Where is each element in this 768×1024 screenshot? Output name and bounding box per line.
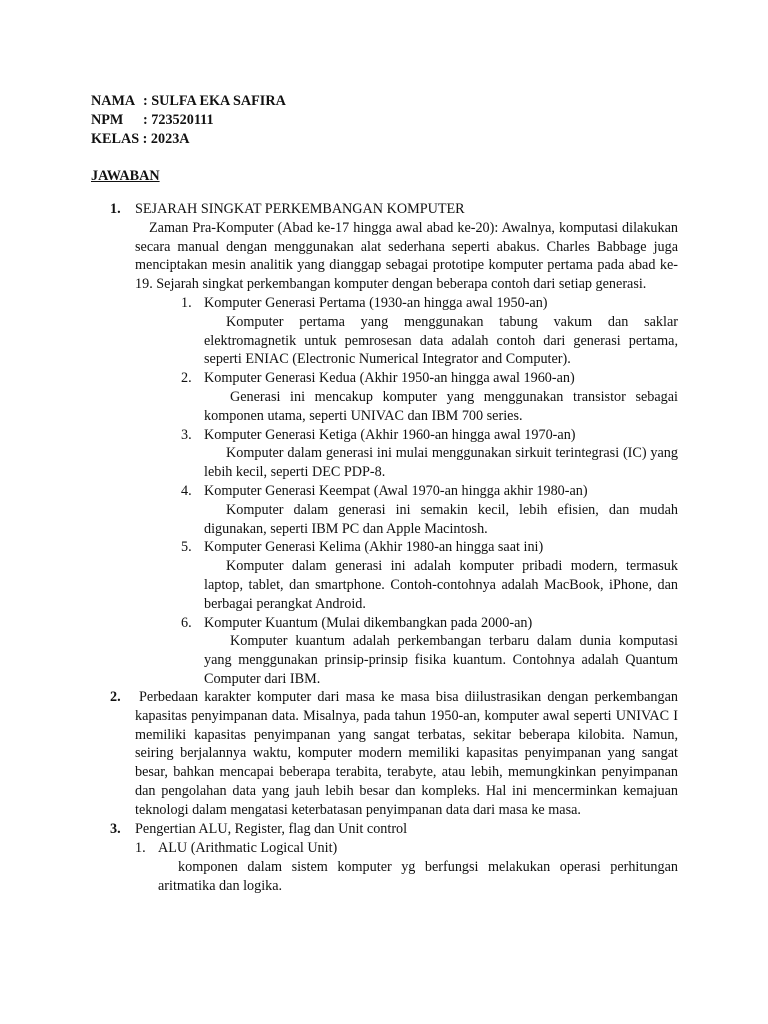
section-3-number: 3. bbox=[110, 821, 121, 837]
generation-title: Komputer Generasi Ketiga (Akhir 1960-an hingga awal 1970-an) bbox=[204, 426, 576, 443]
generation-title: Komputer Generasi Kedua (Akhir 1950-an hingga awal 1960-an) bbox=[204, 370, 575, 387]
answer-heading: JAWABAN bbox=[91, 168, 160, 184]
section-2-body: Perbedaan karakter komputer dari masa ke masa bisa diilustrasikan dengan perkembangan kapasitas penyimpanan data. Misalnya, pada tahun 1950-an, komputer awal seperti UNIVAC I memiliki kapasitas penyimpanan yang sangat terbatas, sekitar beberapa kilobita. Namun, seiring berjalannya waktu, komputer modern memiliki kapasitas penyimpanan yang sangat besar, bahkan mencapai beberapa terabita, terabyte, atau lebih, memungkinkan penyimpanan dan pengolahan data yang jauh lebih besar dan kompleks. Hal ini mencerminkan kemajuan teknologi dalam mengatasi keterbatasan penyimpanan data dari masa ke masa. bbox=[135, 689, 678, 818]
generation-item: 5. Komputer Generasi Kelima (Akhir 1980-an hingga saat ini) Komputer dalam generasi ini adalah komputer pribadi modern, termasuk laptop, tablet, dan smartphone. Contoh-contohnya adalah MacBook, iPhone, dan berbagai perangkat Android. bbox=[181, 539, 678, 612]
generation-title: Komputer Generasi Keempat (Awal 1970-an hingga akhir 1980-an) bbox=[204, 482, 588, 499]
generation-item: 6. Komputer Kuantum (Mulai dikembangkan pada 2000-an) Komputer kuantum adalah perkembangan terbaru dalam dunia komputasi yang menggunakan prinsip-prinsip fisika kuantum. Contohnya adalah Quantum Computer dari IBM. bbox=[181, 614, 678, 687]
generation-list bbox=[181, 294, 678, 689]
generation-item: 3. Komputer Generasi Ketiga (Akhir 1960-an hingga awal 1970-an) Komputer dalam generasi ini mulai menggunakan sirkuit terintegrasi (IC) yang lebih kecil, seperti DEC PDP-8. bbox=[181, 426, 678, 481]
section-1-title: SEJARAH SINGKAT PERKEMBANGAN KOMPUTER bbox=[135, 201, 465, 217]
generation-title: Komputer Generasi Kelima (Akhir 1980-an hingga saat ini) bbox=[204, 539, 544, 556]
generation-desc: Komputer dalam generasi ini mulai menggunakan sirkuit terintegrasi (IC) yang lebih kecil, seperti DEC PDP-8. bbox=[204, 445, 678, 481]
generation-title: Komputer Generasi Pertama (1930-an hingga awal 1950-an) bbox=[204, 295, 548, 311]
alu-item: 1. ALU (Arithmatic Logical Unit) komponen dalam sistem komputer yg berfungsi melakukan operasi perhitungan aritmatika dan logika. bbox=[135, 840, 678, 894]
alu-desc: komponen dalam sistem komputer yg berfungsi melakukan operasi perhitungan aritmatika dan logika. bbox=[158, 858, 678, 894]
alu-title: ALU (Arithmatic Logical Unit) bbox=[158, 840, 338, 856]
generation-title: Komputer Kuantum (Mulai dikembangkan pada 2000-an) bbox=[204, 614, 533, 631]
generation-desc: Komputer dalam generasi ini semakin kecil, lebih efisien, dan mudah digunakan, seperti IBM PC dan Apple Macintosh. bbox=[204, 501, 678, 537]
generation-item: 2. Komputer Generasi Kedua (Akhir 1950-an hingga awal 1960-an) Generasi ini mencakup komputer yang menggunakan transistor sebagai komponen utama, seperti UNIVAC dan IBM 700 series. bbox=[181, 370, 678, 424]
generation-desc: Generasi ini mencakup komputer yang menggunakan transistor sebagai komponen utama, seperti UNIVAC dan IBM 700 series. bbox=[204, 388, 678, 424]
npm-line: NPM : 723520111 bbox=[91, 112, 214, 128]
section-2-number: 2. bbox=[110, 689, 121, 705]
generation-desc: Komputer pertama yang menggunakan tabung vakum dan saklar elektromagnetik untuk pemrosesan data adalah contoh dari generasi pertama, seperti ENIAC (Electronic Numerical Integrator and Computer). bbox=[204, 313, 678, 368]
generation-desc: Komputer kuantum adalah perkembangan terbaru dalam dunia komputasi yang menggunakan prinsip-prinsip fisika kuantum. Contohnya adalah Quantum Computer dari IBM. bbox=[204, 633, 678, 687]
section-1-intro: Zaman Pra-Komputer (Abad ke-17 hingga awal abad ke-20): Awalnya, komputasi dilakukan secara manual dengan menggunakan alat sederhana seperti abakus. Charles Babbage juga menciptakan mesin analitik yang dianggap sebagai prototipe komputer pertama pada abad ke-19. Sejarah singkat perkembangan komputer dengan beberapa contoh dari setiap generasi. bbox=[135, 219, 678, 293]
generation-desc: Komputer dalam generasi ini adalah komputer pribadi modern, termasuk laptop, tablet, dan smartphone. Contoh-contohnya adalah MacBook, iPhone, dan berbagai perangkat Android. bbox=[204, 558, 678, 612]
section-1 bbox=[110, 200, 678, 294]
section-1-number: 1. bbox=[110, 201, 121, 217]
section-2 bbox=[110, 688, 678, 820]
kelas-line: KELAS : 2023A bbox=[91, 131, 190, 147]
name-line: NAMA : SULFA EKA SAFIRA bbox=[91, 93, 286, 109]
generation-item: 4. Komputer Generasi Keempat (Awal 1970-an hingga akhir 1980-an) Komputer dalam generasi ini semakin kecil, lebih efisien, dan mudah digunakan, seperti IBM PC dan Apple Macintosh. bbox=[181, 482, 678, 537]
section-3-title: Pengertian ALU, Register, flag dan Unit control bbox=[135, 821, 408, 837]
section-3 bbox=[110, 820, 678, 839]
generation-item: 1. Komputer Generasi Pertama (1930-an hingga awal 1950-an) Komputer pertama yang menggunakan tabung vakum dan saklar elektromagnetik untuk pemrosesan data adalah contoh dari generasi pertama, seperti ENIAC (Electronic Numerical Integrator and Computer). bbox=[181, 295, 678, 368]
